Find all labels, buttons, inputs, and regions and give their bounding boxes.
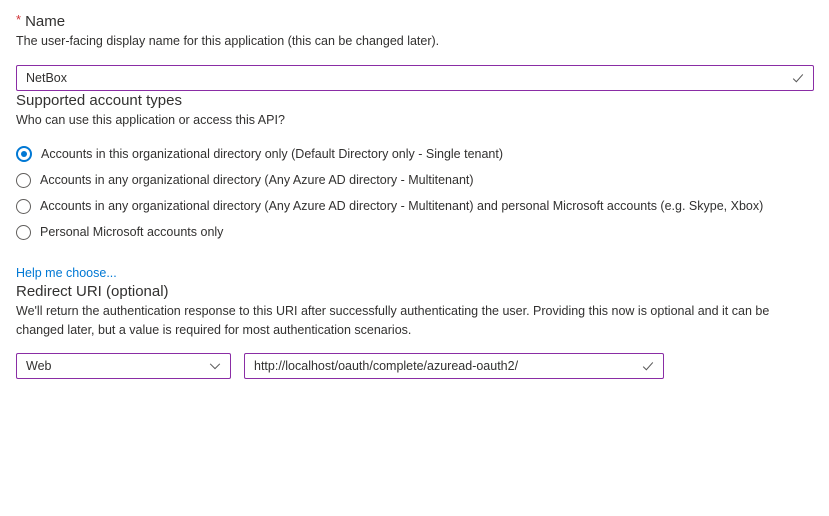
redirect-uri-input-container <box>244 353 664 379</box>
platform-select[interactable] <box>16 353 231 379</box>
radio-option-label: Personal Microsoft accounts only <box>40 225 224 239</box>
chevron-down-icon <box>208 359 222 373</box>
name-input-container <box>16 65 814 91</box>
redirect-uri-description: We'll return the authentication response to this URI after successfully authenticating the user. Providing this now is optional and it can be changed later, but a value is required for most authentication scenarios. <box>16 304 770 337</box>
redirect-uri-row <box>16 353 813 379</box>
redirect-uri-input[interactable] <box>245 354 663 378</box>
name-input[interactable] <box>17 66 813 90</box>
account-types-question: Who can use this application or access this API? <box>16 113 285 127</box>
redirect-uri-heading: Redirect URI (optional) <box>16 283 169 300</box>
radio-option-label: Accounts in any organizational directory (Any Azure AD directory - Multitenant) <box>40 173 474 187</box>
platform-select-value: Web <box>26 359 52 373</box>
radio-option-multitenant-personal[interactable] <box>16 193 813 219</box>
name-heading-label: Name <box>25 13 66 30</box>
radio-unselected-icon <box>16 199 31 214</box>
account-types-radio-group <box>16 141 813 245</box>
account-types-heading: Supported account types <box>16 92 182 109</box>
name-description: The user-facing display name for this application (this can be changed later). <box>16 34 440 48</box>
radio-option-label: Accounts in this organizational directory only (Default Directory only - Single tenant) <box>41 147 504 161</box>
radio-unselected-icon <box>16 173 31 188</box>
help-me-choose-link[interactable]: Help me choose... <box>16 266 117 280</box>
radio-option-label: Accounts in any organizational directory (Any Azure AD directory - Multitenant) and personal Microsoft accounts (e.g. Skype, Xbox) <box>40 199 764 213</box>
radio-option-single-tenant[interactable] <box>16 141 813 167</box>
radio-unselected-icon <box>16 225 31 240</box>
required-asterisk: * <box>16 12 22 27</box>
radio-option-multitenant[interactable] <box>16 167 813 193</box>
radio-selected-icon <box>16 146 32 162</box>
name-section-heading <box>16 12 813 32</box>
radio-option-personal-only[interactable] <box>16 219 813 245</box>
